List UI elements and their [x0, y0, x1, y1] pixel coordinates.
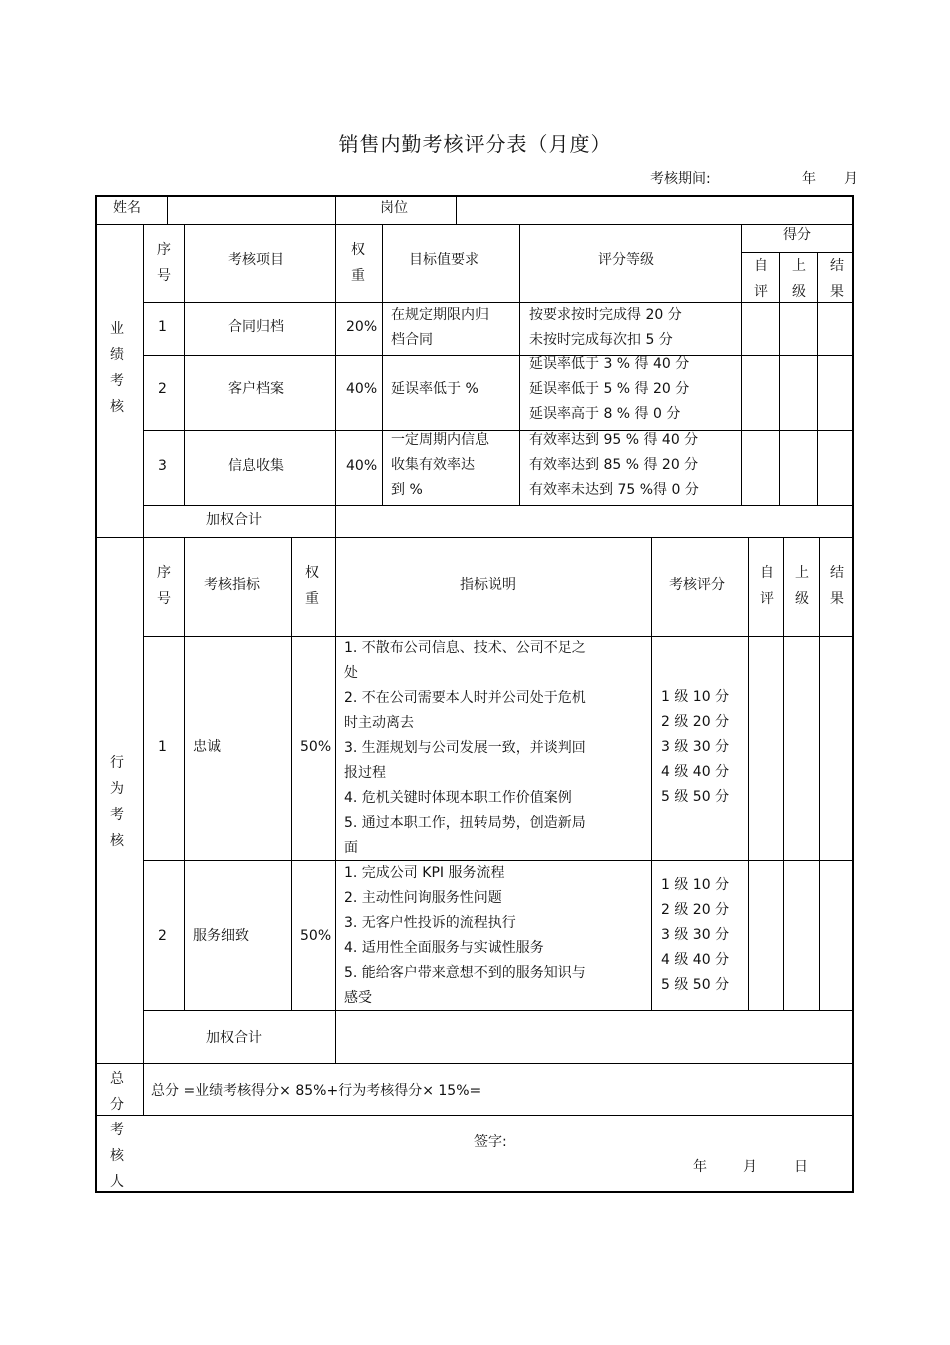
post-label: 岗位	[380, 200, 408, 216]
sign-day: 日	[794, 1159, 808, 1175]
beh-col-result: 结 果	[830, 565, 844, 607]
perf-col-seq: 序 号	[157, 242, 171, 284]
period-month: 月	[844, 171, 858, 187]
beh-col-weight: 权 重	[305, 565, 319, 607]
beh-row-2-item: 服务细致	[193, 928, 249, 944]
perf-row-1-weight: 20%	[346, 319, 378, 335]
beh-col-indicator: 考核指标	[204, 577, 260, 593]
page-title: 销售内勤考核评分表（月度）	[338, 132, 612, 156]
perf-col-superior: 上 级	[792, 258, 806, 300]
beh-weighted-total-label: 加权合计	[206, 1030, 262, 1046]
sign-year: 年	[693, 1159, 707, 1175]
perf-row-2-target: 延误率低于 %	[391, 381, 479, 397]
beh-row-2-weight: 50%	[300, 928, 332, 944]
perf-weighted-total-label: 加权合计	[206, 512, 262, 528]
perf-col-item: 考核项目	[228, 252, 284, 268]
beh-row-1-item: 忠诚	[193, 739, 221, 755]
sign-month: 月	[743, 1159, 757, 1175]
perf-col-target: 目标值要求	[409, 252, 479, 268]
perf-row-1-seq: 1	[158, 319, 167, 335]
perf-row-2-item: 客户档案	[228, 381, 284, 397]
beh-row-2-seq: 2	[158, 928, 167, 944]
perf-col-result: 结 果	[830, 258, 844, 300]
beh-row-1-desc: 1. 不散布公司信息、技术、公司不足之 处 2. 不在公司需要本人时并公司处于危机 时主动离去 3. 生涯规划与公司发展一致，并谈判回 报过程 4. 危机关键时体现本职工作价值案例 5. 通过本职工作，扭转局势，创造新局 面	[344, 640, 586, 856]
perf-row-3-seq: 3	[158, 458, 167, 474]
beh-col-self: 自 评	[760, 565, 774, 607]
beh-row-1-rating: 1 级 10 分 2 级 20 分 3 级 30 分 4 级 40 分 5 级 50 分	[661, 689, 730, 805]
perf-col-weight: 权 重	[351, 242, 365, 284]
perf-col-grade: 评分等级	[598, 252, 654, 268]
perf-row-2-seq: 2	[158, 381, 167, 397]
behavior-section-label: 行 为 考 核	[110, 755, 124, 849]
perf-row-2-weight: 40%	[346, 381, 378, 397]
perf-row-1-target: 在规定期限内归 档合同	[391, 307, 489, 348]
beh-col-rating: 考核评分	[669, 577, 725, 593]
beh-col-seq: 序 号	[157, 565, 171, 607]
perf-row-3-item: 信息收集	[228, 458, 284, 474]
perf-col-score: 得分	[783, 227, 811, 243]
beh-row-1-weight: 50%	[300, 739, 332, 755]
perf-row-2-grade: 延误率低于 3 % 得 40 分 延误率低于 5 % 得 20 分 延误率高于 8 % 得 0 分	[529, 356, 690, 422]
period-label: 考核期间:	[650, 171, 711, 187]
performance-section-label: 业 绩 考 核	[110, 321, 124, 415]
beh-row-2-desc: 1. 完成公司 KPI 服务流程 2. 主动性问询服务性问题 3. 无客户性投诉的流程执行 4. 适用性全面服务与实诚性服务 5. 能给客户带来意想不到的服务知识与 感受	[344, 865, 586, 1006]
total-formula: 总分 =业绩考核得分× 85%+行为考核得分× 15%=	[151, 1083, 482, 1099]
perf-col-self: 自 评	[754, 258, 768, 300]
total-label: 总 分	[110, 1071, 124, 1113]
period-year: 年	[802, 171, 816, 187]
reviewer-label: 考 核 人	[110, 1122, 124, 1190]
beh-col-superior: 上 级	[795, 565, 809, 607]
signature-label: 签字:	[474, 1134, 507, 1150]
name-label: 姓名	[113, 200, 141, 216]
beh-row-2-rating: 1 级 10 分 2 级 20 分 3 级 30 分 4 级 40 分 5 级 50 分	[661, 877, 730, 993]
perf-row-3-weight: 40%	[346, 458, 378, 474]
perf-row-3-grade: 有效率达到 95 % 得 40 分 有效率达到 85 % 得 20 分 有效率未达到 75 %得 0 分	[529, 432, 699, 498]
perf-row-1-item: 合同归档	[228, 319, 284, 335]
perf-row-3-target: 一定周期内信息 收集有效率达 到 %	[391, 432, 489, 498]
beh-row-1-seq: 1	[158, 739, 167, 755]
beh-col-desc: 指标说明	[460, 577, 516, 593]
perf-row-1-grade: 按要求按时完成得 20 分 未按时完成每次扣 5 分	[529, 307, 682, 348]
